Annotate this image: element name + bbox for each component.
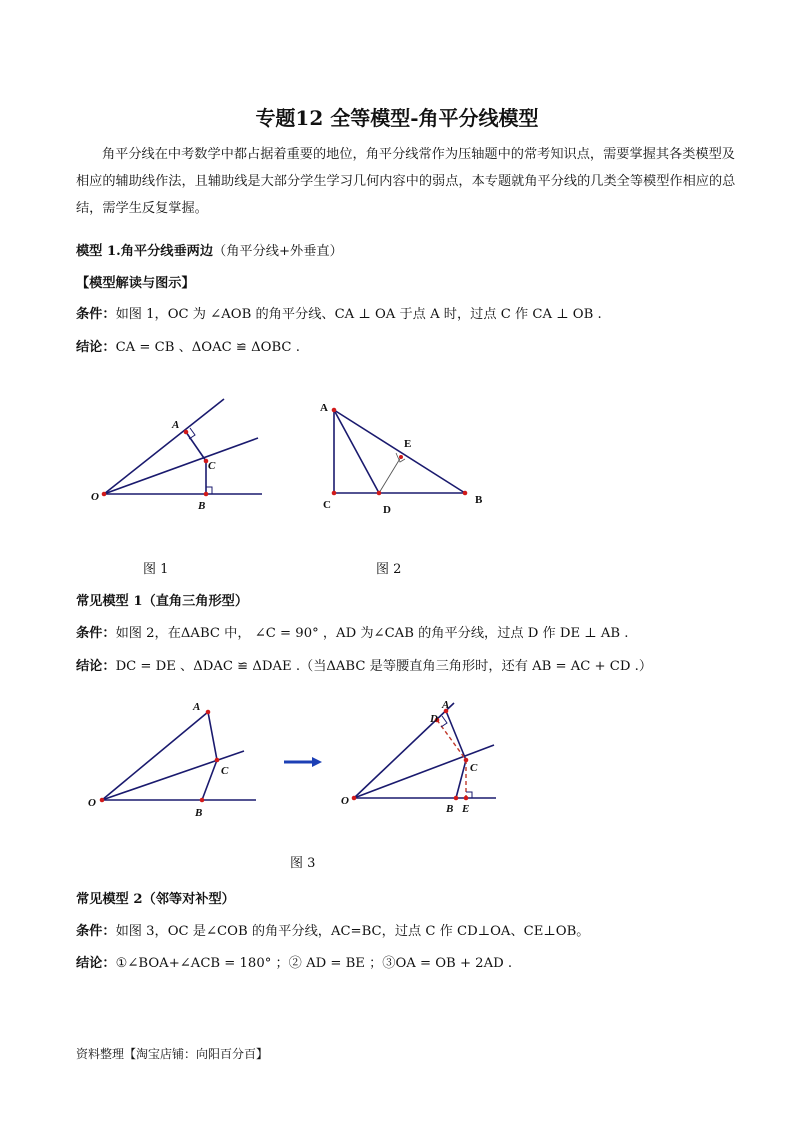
common1-conclusion <box>76 655 652 674</box>
model1-heading-note: （角平分线+外垂直） <box>213 244 343 259</box>
footer-source: 资料整理【淘宝店铺：向阳百分百】 <box>76 1047 269 1061</box>
common1-concl-text: DC = DE 、ΔDAC ≌ ΔDAE .（当ΔABC 是等腰直角三角形时，还有 AB = AC + CD .） <box>115 659 653 674</box>
common2-cond-text: 如图 3，OC 是∠COB 的角平分线，AC=BC，过点 C 作 CD⊥OA、CE⊥OB。 <box>115 924 590 939</box>
fig2-label-B: B <box>475 494 483 506</box>
fig2-label-C: C <box>323 499 331 511</box>
transform-arrow-icon <box>284 757 322 767</box>
model1-subheading: 【模型解读与图示】 <box>76 276 195 291</box>
common2-concl-label: 结论： <box>76 956 116 971</box>
common2-condition <box>76 920 589 939</box>
common2-heading: 常见模型 2（邻等对补型） <box>76 892 235 907</box>
common2-conclusion <box>76 952 512 971</box>
model1-cond-text: 如图 1，OC 为 ∠AOB 的角平分线、CA ⊥ OA 于点 A 时，过点 C 作 CA ⊥ OB . <box>115 307 602 322</box>
model1-conclusion <box>76 336 300 355</box>
fig3-right-label-D: D <box>430 713 438 725</box>
common2-cond-label: 条件： <box>76 924 116 939</box>
model1-condition <box>76 303 602 322</box>
model1-cond-label: 条件： <box>76 307 116 322</box>
model1-heading-text: 模型 1.角平分线垂两边 <box>76 244 214 259</box>
model1-concl-label: 结论： <box>76 340 116 355</box>
figure-3 <box>80 695 520 825</box>
fig2-label-E: E <box>404 438 412 450</box>
fig1-label-C: C <box>208 460 216 472</box>
fig3-right-label-A: A <box>442 699 450 711</box>
figure-2 <box>312 395 492 520</box>
fig2-label-D: D <box>383 504 391 516</box>
fig3-right-label-O: O <box>341 795 349 807</box>
common2-concl-text: ①∠BOA+∠ACB = 180° ；② AD = BE ；③OA = OB + 2AD . <box>115 956 513 971</box>
figure-1 <box>80 390 280 520</box>
fig3-left-label-A: A <box>193 701 201 713</box>
fig3-right-label-C: C <box>470 762 478 774</box>
fig1-label-B: B <box>198 500 206 512</box>
fig3-right-label-E: E <box>462 803 470 815</box>
fig3-left-label-C: C <box>221 765 229 777</box>
figure-1-caption: 图 1 <box>143 562 169 577</box>
fig3-right-label-B: B <box>446 803 454 815</box>
model1-heading <box>76 240 343 259</box>
fig2-label-A: A <box>320 402 328 414</box>
fig3-left-label-B: B <box>195 807 203 819</box>
common1-condition <box>76 622 629 641</box>
model1-concl-text: CA = CB 、ΔOAC ≌ ΔOBC . <box>115 340 300 355</box>
figure-2-caption: 图 2 <box>376 562 402 577</box>
fig3-left-label-O: O <box>88 797 96 809</box>
common1-cond-label: 条件： <box>76 626 116 641</box>
intro-paragraph: 角平分线在中考数学中都占据着重要的地位，角平分线常作为压轴题中的常考知识点，需要掌握其各类模型及相应的辅助线作法，且辅助线是大部分学生学习几何内容中的弱点，本专题就角平分线的几类全等模型作相应的总结，需学生反复掌握。 <box>76 147 736 216</box>
fig1-label-O: O <box>91 491 99 503</box>
common1-cond-text: 如图 2，在ΔABC 中， ∠C = 90° ，AD 为∠CAB 的角平分线，过点 D 作 DE ⊥ AB . <box>115 626 629 641</box>
common1-concl-label: 结论： <box>76 659 116 674</box>
fig1-label-A: A <box>172 419 180 431</box>
figure-3-caption: 图 3 <box>290 856 316 871</box>
common1-heading: 常见模型 1（直角三角形型） <box>76 594 249 609</box>
page-title: 专题12 全等模型-角平分线模型 <box>255 106 539 130</box>
